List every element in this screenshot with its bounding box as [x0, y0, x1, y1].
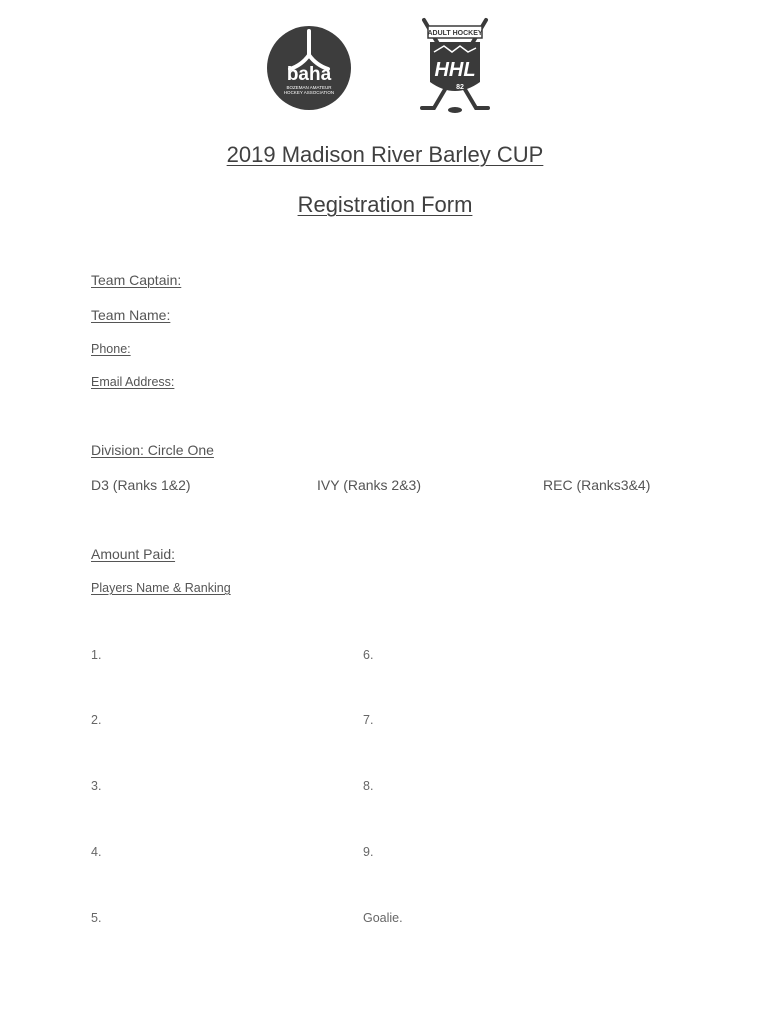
division-option-d3: D3 (Ranks 1&2) [91, 477, 191, 493]
players-heading: Players Name & Ranking [91, 581, 231, 595]
hhl-wordmark: HHL [434, 59, 476, 81]
player-slot-2: 2. [91, 713, 102, 727]
baha-logo [266, 25, 352, 111]
player-slot-5: 5. [91, 911, 102, 925]
hhl-logo [414, 16, 496, 116]
team-name-label: Team Name: [91, 307, 171, 323]
player-slot-3: 3. [91, 779, 102, 793]
player-slot-6: 6. [363, 648, 374, 662]
hhl-number: 82 [456, 84, 464, 91]
form-title: 2019 Madison River Barley CUP [226, 142, 544, 167]
baha-tagline-2: HOCKEY ASSOCIATION [283, 90, 335, 95]
email-label: Email Address: [91, 375, 175, 389]
division-option-ivy: IVY (Ranks 2&3) [317, 477, 422, 493]
player-slot-7: 7. [363, 713, 374, 727]
player-slot-9: 9. [363, 845, 374, 859]
team-captain-label: Team Captain: [91, 272, 182, 288]
amount-paid-label: Amount Paid: [91, 546, 176, 562]
division-label: Division: Circle One [91, 442, 214, 458]
baha-tagline-1: BOZEMAN AMATEUR [286, 85, 332, 90]
form-subtitle: Registration Form [297, 192, 473, 217]
division-option-rec: REC (Ranks3&4) [543, 477, 651, 493]
phone-label: Phone: [91, 342, 131, 356]
player-slot-8: 8. [363, 779, 374, 793]
player-slot-goalie: Goalie. [363, 911, 403, 925]
baha-wordmark: baha [286, 64, 332, 85]
hhl-banner: ADULT HOCKEY [427, 30, 483, 37]
player-slot-4: 4. [91, 845, 102, 859]
player-slot-1: 1. [91, 648, 102, 662]
